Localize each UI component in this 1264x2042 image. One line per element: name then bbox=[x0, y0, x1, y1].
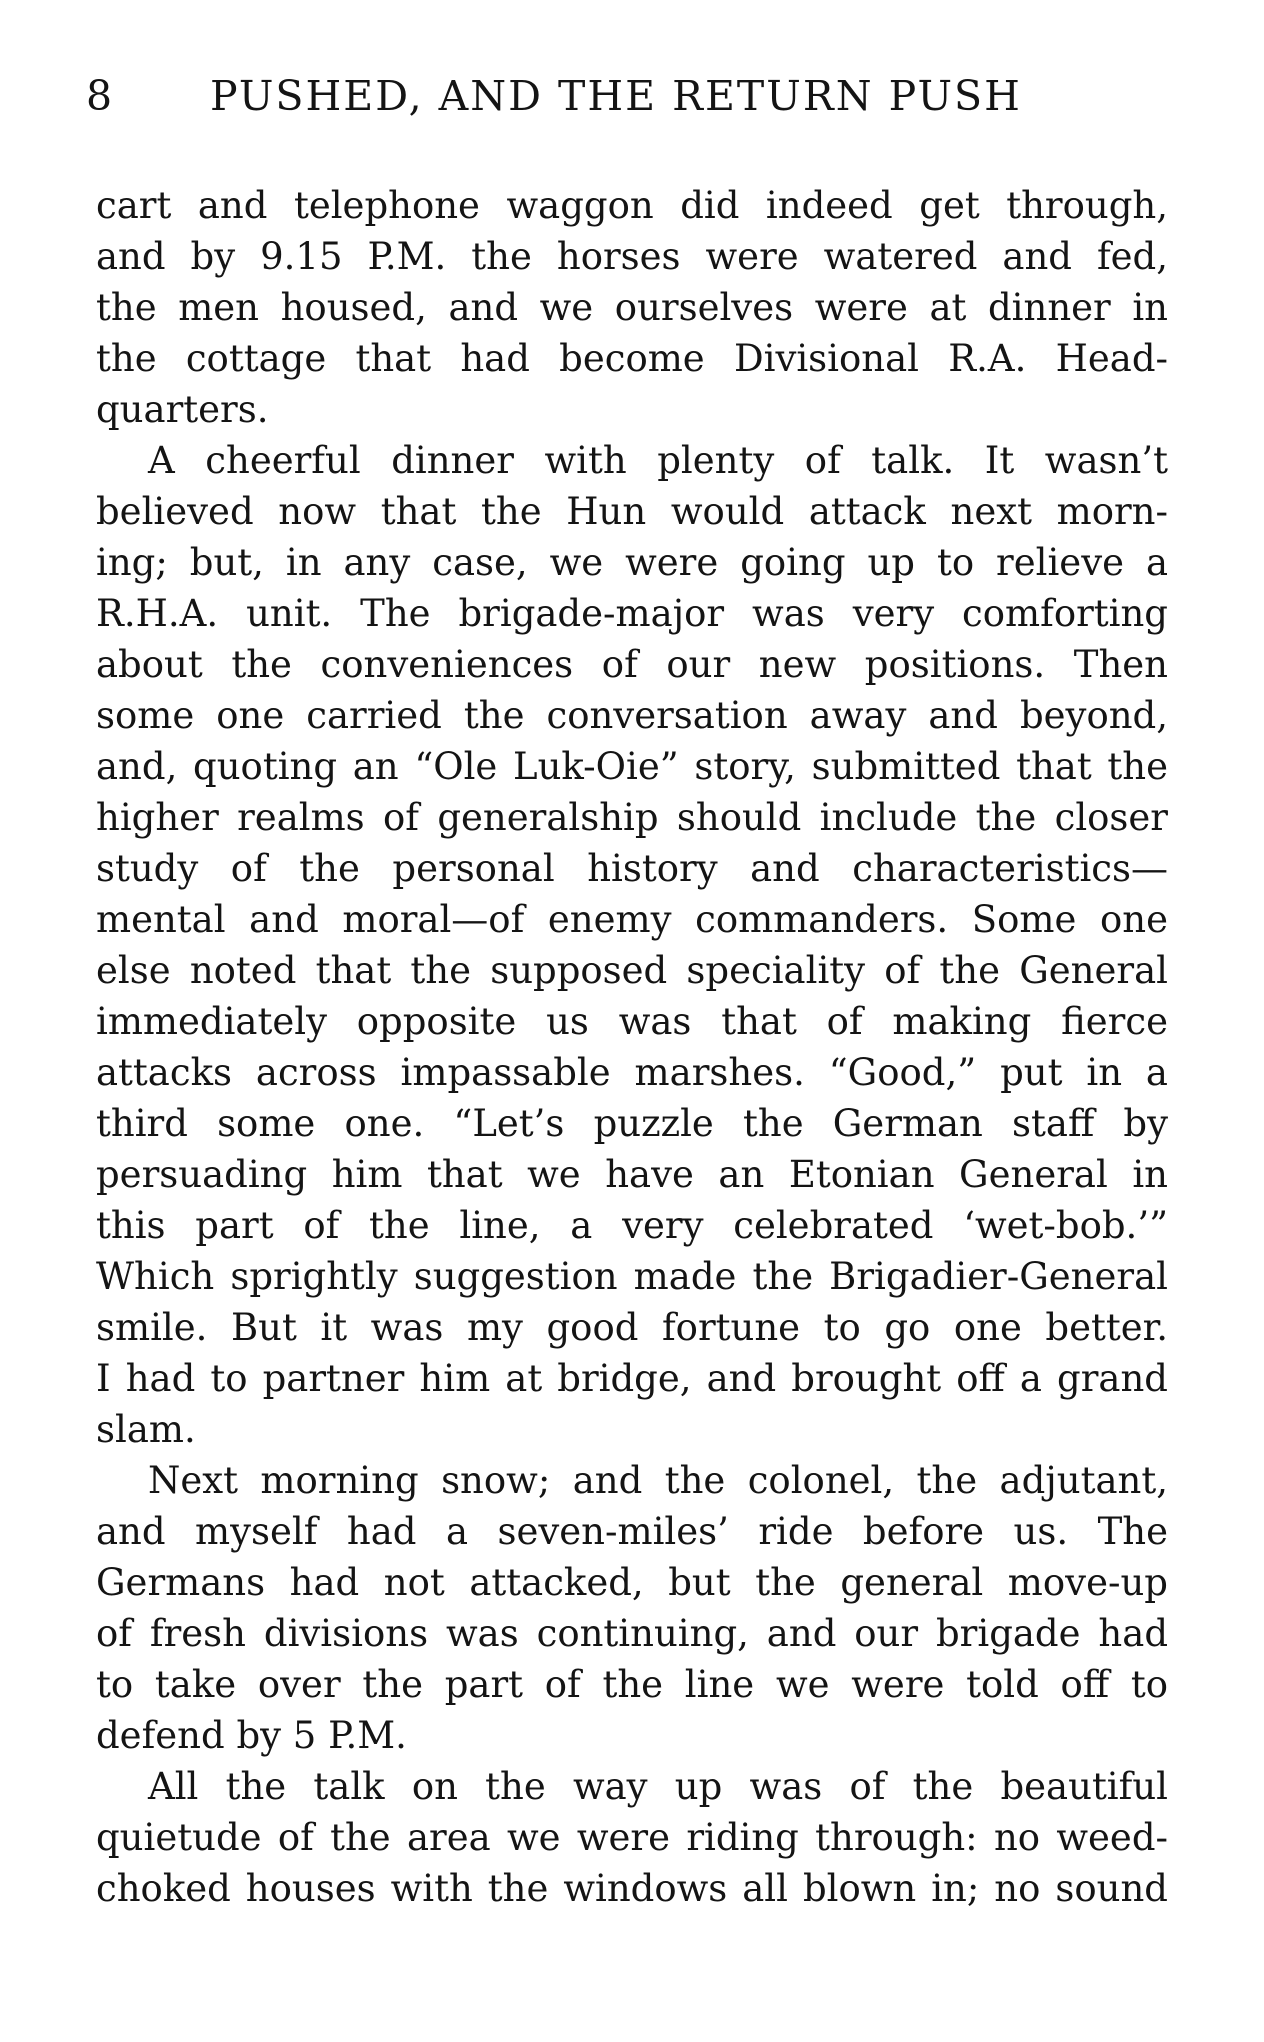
text-line: Next morning snow; and the colonel, the adjutant, bbox=[148, 1459, 1168, 1502]
text-line: slam. bbox=[96, 1408, 196, 1451]
text-line: of fresh divisions was continuing, and our brigade had bbox=[96, 1612, 1168, 1655]
page-number: 8 bbox=[86, 72, 115, 120]
text-line: mental and moral—of enemy commanders. Some one bbox=[96, 898, 1168, 941]
text-line: the men housed, and we ourselves were at dinner in bbox=[96, 286, 1168, 329]
text-line: third some one. “Let’s puzzle the German staff by bbox=[96, 1102, 1168, 1145]
text-line: attacks across impassable marshes. “Good,” put in a bbox=[96, 1051, 1168, 1094]
text-line: R.H.A. unit. The brigade-major was very comforting bbox=[96, 592, 1168, 635]
text-line: higher realms of generalship should include the closer bbox=[96, 796, 1168, 839]
text-line: Germans had not attacked, but the general move-up bbox=[96, 1561, 1168, 1604]
text-line: ing; but, in any case, we were going up to relieve a bbox=[96, 541, 1168, 584]
text-line: believed now that the Hun would attack next morn- bbox=[96, 490, 1168, 533]
text-line: about the conveniences of our new positions. Then bbox=[96, 643, 1168, 686]
text-line: study of the personal history and characteristics— bbox=[96, 847, 1168, 890]
text-line: the cottage that had become Divisional R.A. Head- bbox=[96, 337, 1168, 380]
text-line: immediately opposite us was that of making fierce bbox=[96, 1000, 1168, 1043]
text-line: some one carried the conversation away and beyond, bbox=[96, 694, 1168, 737]
text-line: cart and telephone waggon did indeed get through, bbox=[96, 184, 1168, 227]
text-line: quietude of the area we were riding through: no weed- bbox=[96, 1816, 1168, 1859]
text-line: All the talk on the way up was of the beautiful bbox=[148, 1765, 1168, 1808]
page-header bbox=[86, 72, 1086, 132]
text-line: A cheerful dinner with plenty of talk. It wasn’t bbox=[148, 439, 1168, 482]
text-line: Which sprightly suggestion made the Brigadier-General bbox=[96, 1255, 1168, 1298]
text-line: else noted that the supposed speciality of the General bbox=[96, 949, 1168, 992]
text-line: to take over the part of the line we were told off to bbox=[96, 1663, 1168, 1706]
text-line: defend by 5 P.M. bbox=[96, 1714, 407, 1757]
text-line: this part of the line, a very celebrated ‘wet-bob.’” bbox=[96, 1204, 1168, 1247]
text-line: smile. But it was my good fortune to go one better. bbox=[96, 1306, 1168, 1349]
running-head: PUSHED, AND THE RETURN PUSH bbox=[210, 72, 1022, 120]
text-line: I had to partner him at bridge, and brought off a grand bbox=[96, 1357, 1168, 1400]
text-line: persuading him that we have an Etonian General in bbox=[96, 1153, 1168, 1196]
text-line: quarters. bbox=[96, 388, 269, 431]
text-line: choked houses with the windows all blown in; no sound bbox=[96, 1867, 1168, 1910]
text-line: and by 9.15 P.M. the horses were watered and fed, bbox=[96, 235, 1168, 278]
text-line: and myself had a seven-miles’ ride before us. The bbox=[96, 1510, 1168, 1553]
text-line: and, quoting an “Ole Luk-Oie” story, submitted that the bbox=[96, 745, 1168, 788]
